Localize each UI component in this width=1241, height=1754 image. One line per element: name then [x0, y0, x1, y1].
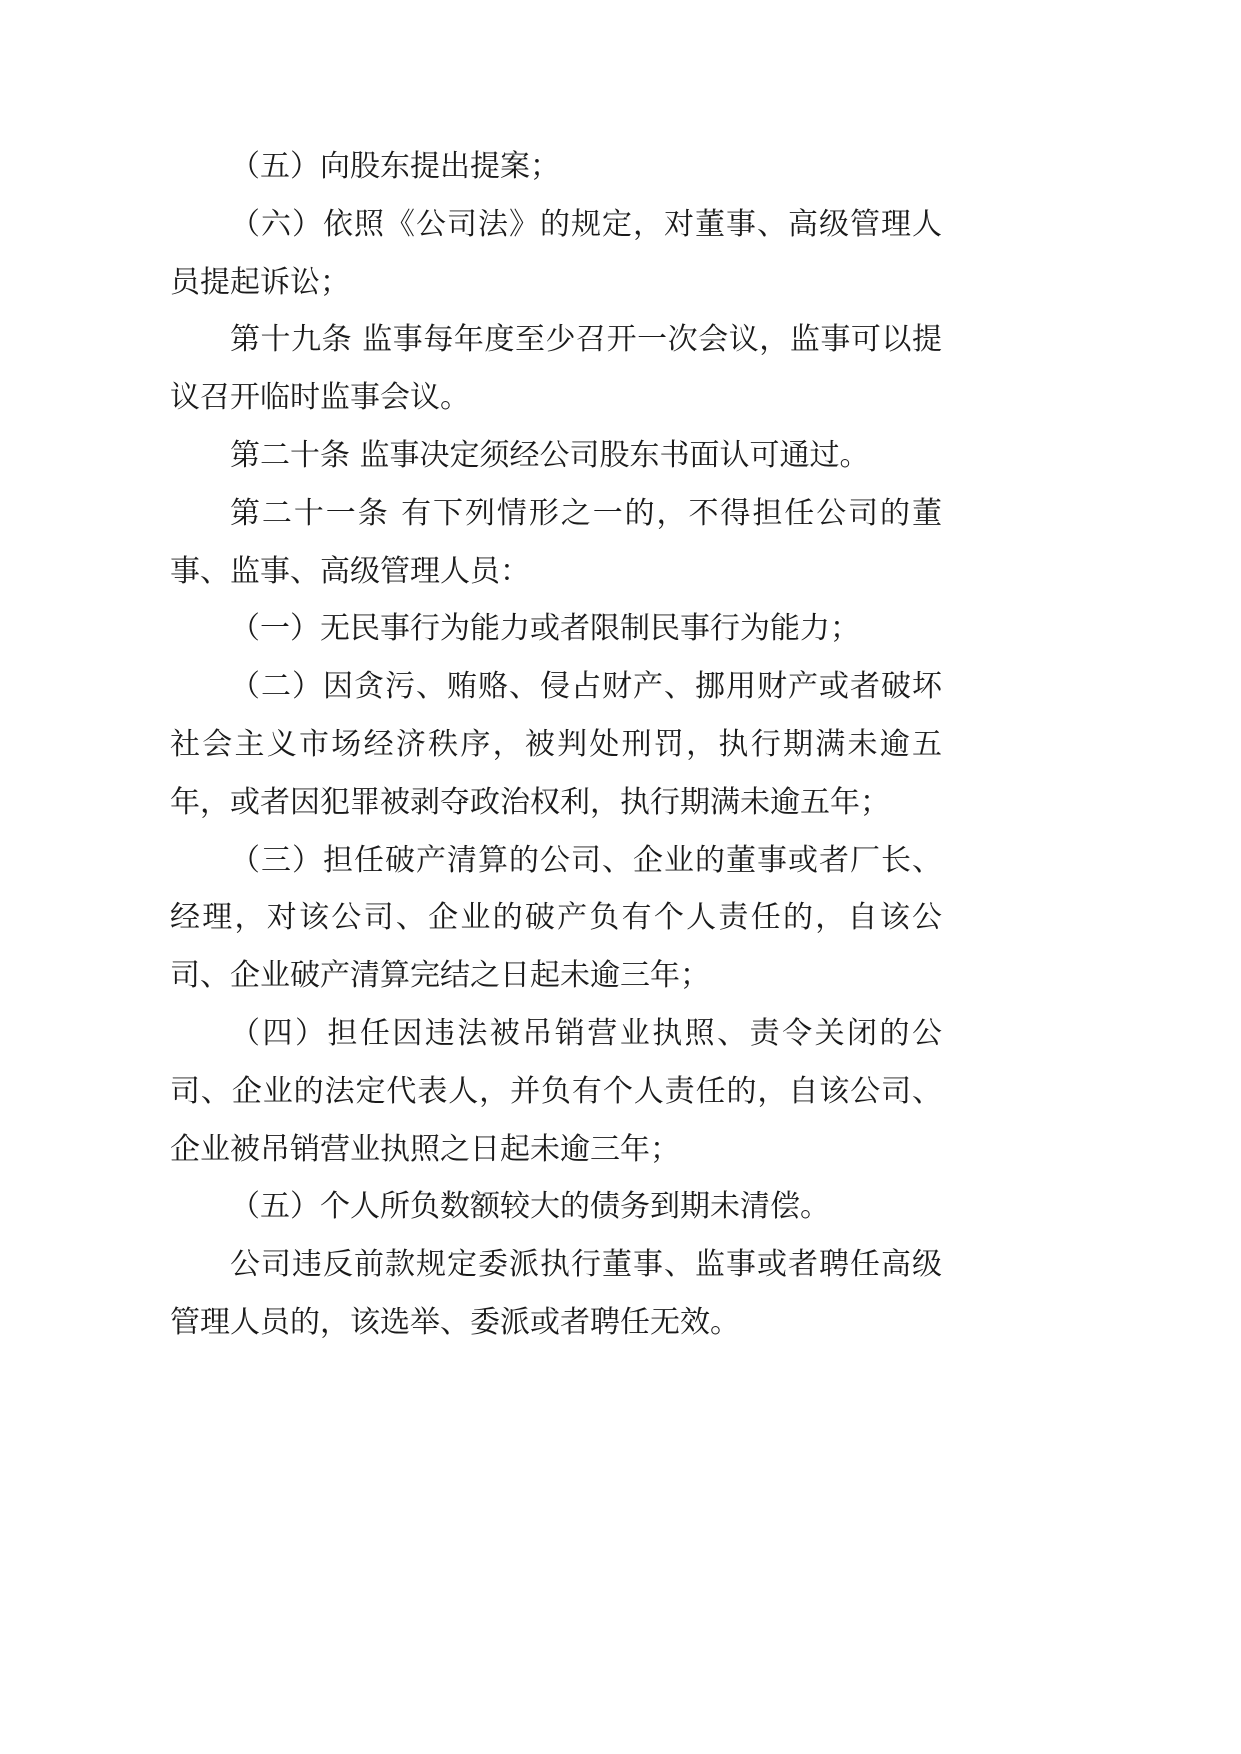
- disqualification-item-5: （五）个人所负数额较大的债务到期未清偿。: [230, 1189, 830, 1225]
- disqualification-item-2: （二）因贪污、贿赂、侵占财产、挪用财产或者破坏社会主义市场经济秩序，被判处刑罚，执行期满未逾五年，或者因犯罪被剥夺政治权利，执行期满未逾五年；: [170, 669, 942, 820]
- article-21-disqualifications: 第二十一条 有下列情形之一的，不得担任公司的董事、监事、高级管理人员：: [170, 495, 942, 589]
- article-19-meetings: 第十九条 监事每年度至少召开一次会议，监事可以提议召开临时监事会议。: [170, 322, 942, 416]
- invalid-appointment-clause: 公司违反前款规定委派执行董事、监事或者聘任高级管理人员的，该选举、委派或者聘任无效。: [170, 1247, 942, 1340]
- article-20-resolutions: 第二十条 监事决定须经公司股东书面认可通过。: [230, 437, 870, 473]
- document-body: [170, 138, 942, 1352]
- disqualification-item-4: （四）担任因违法被吊销营业执照、责令关闭的公司、企业的法定代表人，并负有个人责任的，自该公司、企业被吊销营业执照之日起未逾三年；: [170, 1015, 942, 1167]
- clause-6-litigation: （六）依照《公司法》的规定，对董事、高级管理人员提起诉讼；: [170, 206, 942, 300]
- disqualification-item-3: （三）担任破产清算的公司、企业的董事或者厂长、经理，对该公司、企业的破产负有个人责任的，自该公司、企业破产清算完结之日起未逾三年；: [170, 842, 942, 994]
- disqualification-item-1: （一）无民事行为能力或者限制民事行为能力；: [230, 611, 860, 647]
- clause-5-propose-to-shareholders: （五）向股东提出提案；: [230, 149, 560, 184]
